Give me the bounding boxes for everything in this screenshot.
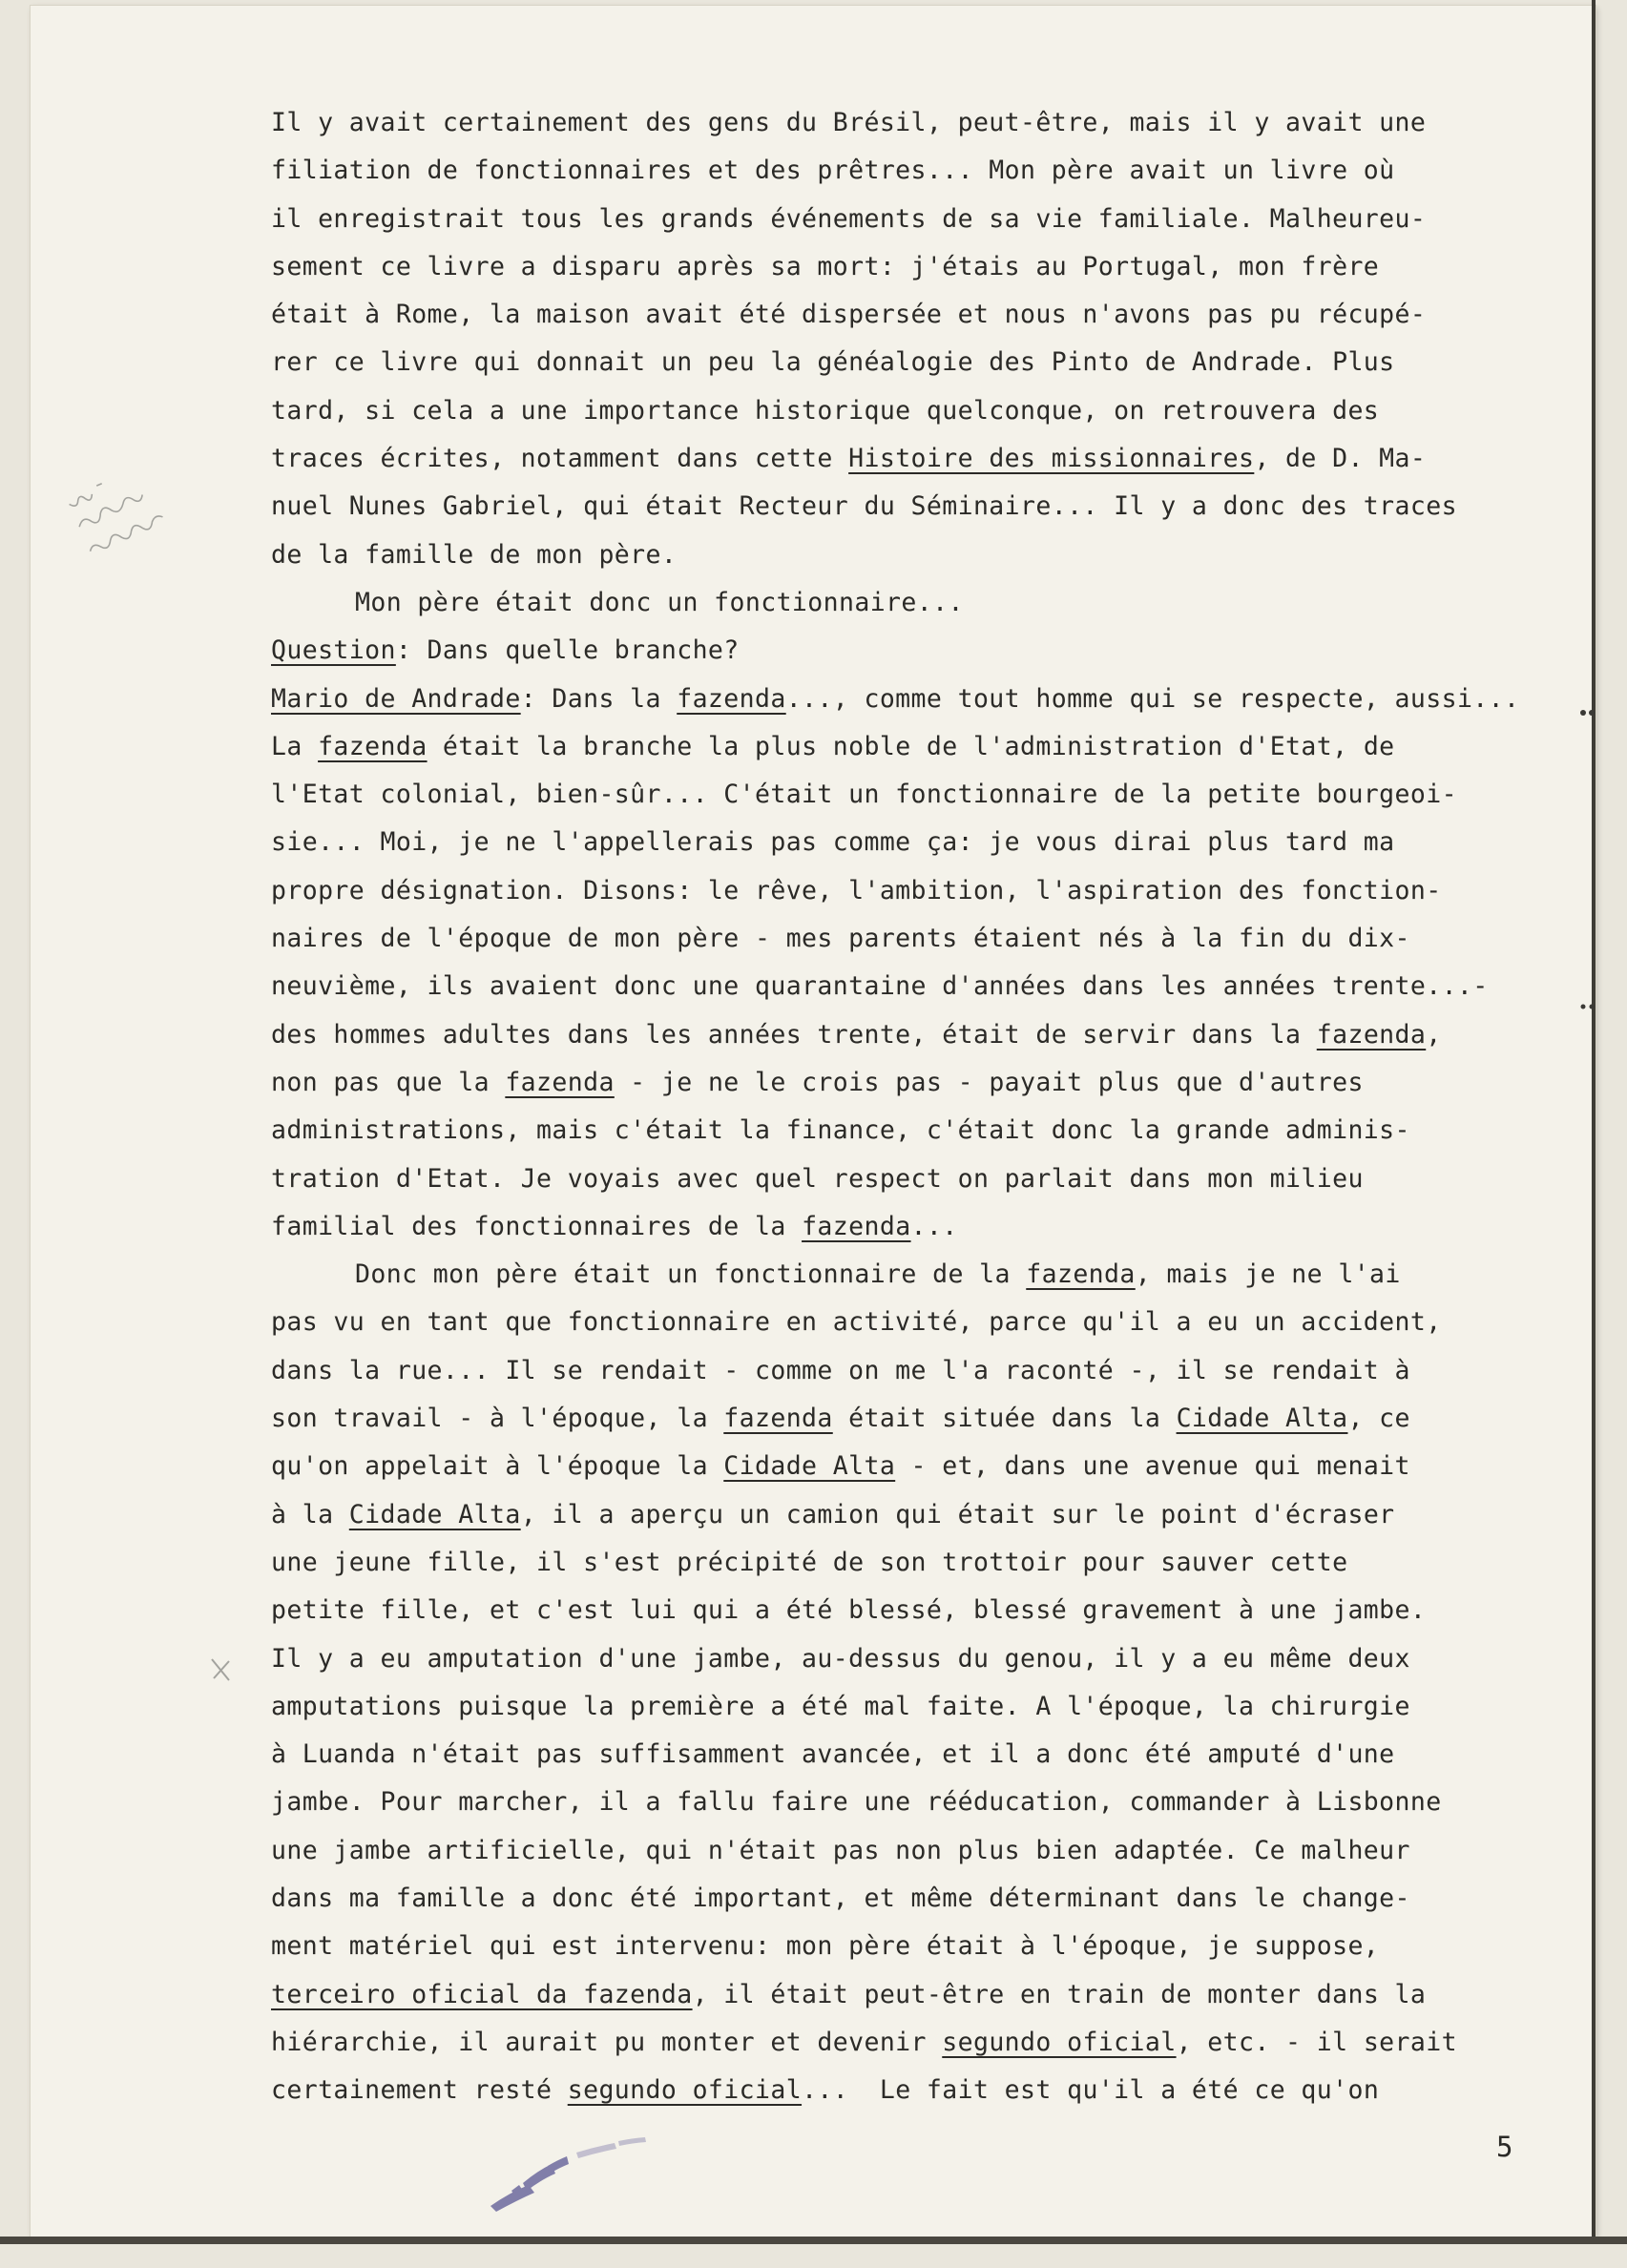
text-segment: tration d'Etat. Je voyais avec quel respect on parlait dans mon milieu	[271, 1163, 1364, 1194]
text-line	[271, 1635, 1569, 1683]
text-segment: l'Etat colonial, bien-sûr... C'était un fonctionnaire de la petite bourgeoi-	[271, 780, 1457, 810]
text-line	[271, 1731, 1569, 1779]
text-segment: , etc. - il serait	[1176, 2027, 1457, 2057]
text-segment: à Luanda n'était pas suffisamment avancée, et il a donc été amputé d'une	[271, 1739, 1395, 1770]
underlined-term: Cidade Alta	[723, 1451, 896, 1482]
edge-ink-dots	[1578, 706, 1599, 719]
text-line	[271, 1971, 1569, 2019]
text-line	[271, 1395, 1569, 1443]
archive-stamp-mark	[485, 2120, 666, 2216]
text-line	[271, 1011, 1569, 1059]
underlined-term: terceiro oficial da fazenda	[271, 1979, 693, 2009]
text-segment: : Dans quelle branche?	[395, 635, 740, 666]
text-segment: traces écrites, notamment dans cette	[271, 444, 849, 474]
edge-ink-dots	[1578, 1000, 1599, 1013]
text-segment: certainement resté	[271, 2075, 568, 2106]
underlined-term: fazenda	[1316, 1019, 1427, 1050]
text-line	[271, 579, 1569, 627]
text-line	[271, 867, 1569, 915]
underlined-term: Question	[271, 635, 396, 666]
text-line	[271, 1491, 1569, 1539]
text-line	[271, 963, 1569, 1010]
underlined-term: fazenda	[318, 731, 428, 761]
text-line	[271, 196, 1569, 243]
text-segment: , il était peut-être en train de monter dans la	[692, 1979, 1427, 2009]
text-line	[271, 1251, 1569, 1299]
text-segment: , mais je ne l'ai	[1135, 1259, 1401, 1290]
text-segment: des hommes adultes dans les années trente, était de servir dans la	[271, 1019, 1317, 1050]
text-line	[271, 2019, 1569, 2067]
text-segment: ..., comme tout homme qui se respecte, aussi...	[785, 683, 1520, 714]
text-segment: , ce	[1347, 1404, 1410, 1434]
text-segment: amputations puisque la première a été mal faite. A l'époque, la chirurgie	[271, 1691, 1410, 1721]
text-segment: son travail - à l'époque, la	[271, 1404, 724, 1434]
text-segment: pas vu en tant que fonctionnaire en activité, parce qu'il a eu un accident,	[271, 1307, 1442, 1338]
text-line	[271, 387, 1569, 435]
typed-text-body	[271, 99, 1569, 2114]
text-segment: sement ce livre a disparu après sa mort: j'étais au Portugal, mon frère	[271, 251, 1380, 281]
text-segment: Donc mon père était un fonctionnaire de la	[355, 1259, 1027, 1290]
underlined-term: fazenda	[1026, 1259, 1136, 1290]
underlined-term: Histoire des missionnaires	[848, 444, 1255, 474]
text-segment: La	[271, 731, 319, 761]
text-segment: - et, dans une avenue qui menait	[895, 1451, 1410, 1482]
underlined-term: fazenda	[505, 1067, 615, 1097]
text-segment: dans la rue... Il se rendait - comme on me l'a raconté -, il se rendait à	[271, 1355, 1410, 1385]
text-segment: une jambe artificielle, qui n'était pas non plus bien adaptée. Ce malheur	[271, 1835, 1410, 1865]
text-line	[271, 1443, 1569, 1490]
text-segment: familial des fonctionnaires de la	[271, 1211, 803, 1241]
text-segment: était située dans la	[832, 1404, 1177, 1434]
text-line	[271, 1539, 1569, 1587]
text-line	[271, 915, 1569, 963]
text-line	[271, 1587, 1569, 1634]
text-segment: dans ma famille a donc été important, et même déterminant dans le change-	[271, 1883, 1410, 1913]
text-line	[271, 1155, 1569, 1203]
text-segment: Mon père était donc un fonctionnaire...	[355, 587, 964, 617]
text-segment: Il y a eu amputation d'une jambe, au-dessus du genou, il y a eu même deux	[271, 1643, 1410, 1674]
underlined-term: Cidade Alta	[1176, 1404, 1348, 1434]
text-line	[271, 339, 1569, 386]
text-segment: administrations, mais c'était la finance, c'était donc la grande adminis-	[271, 1115, 1410, 1146]
underlined-term: Cidade Alta	[348, 1499, 521, 1529]
page-bottom-edge	[0, 2237, 1627, 2244]
text-segment: était la branche la plus noble de l'administration d'Etat, de	[427, 731, 1395, 761]
text-line	[271, 1347, 1569, 1395]
pencil-cross-mark	[208, 1655, 235, 1684]
text-segment: de la famille de mon père.	[271, 539, 678, 570]
text-line	[271, 1107, 1569, 1155]
text-line	[271, 2067, 1569, 2114]
text-line	[271, 291, 1569, 339]
text-segment: hiérarchie, il aurait pu monter et devenir	[271, 2027, 943, 2057]
text-line	[271, 1779, 1569, 1826]
text-line	[271, 435, 1569, 483]
underlined-term: fazenda	[802, 1211, 911, 1241]
text-segment: ment matériel qui est intervenu: mon père était à l'époque, je suppose,	[271, 1931, 1380, 1962]
text-segment: était à Rome, la maison avait été dispersée et nous n'avons pas pu récupé-	[271, 300, 1427, 330]
text-line	[271, 1875, 1569, 1923]
text-segment: , il a aperçu un camion qui était sur le point d'écraser	[520, 1499, 1395, 1529]
text-segment: rer ce livre qui donnait un peu la généalogie des Pinto de Andrade. Plus	[271, 347, 1395, 378]
underlined-term: Mario de Andrade	[271, 683, 521, 714]
text-line	[271, 243, 1569, 291]
text-segment: Il y avait certainement des gens du Brésil, peut-être, mais il y avait une	[271, 108, 1427, 137]
text-segment: naires de l'époque de mon père - mes parents étaient nés à la fin du dix-	[271, 924, 1410, 954]
text-segment: propre désignation. Disons: le rêve, l'ambition, l'aspiration des fonction-	[271, 875, 1442, 905]
text-line	[271, 1203, 1569, 1251]
text-segment: il enregistrait tous les grands événements de sa vie familiale. Malheureu-	[271, 203, 1427, 234]
text-segment: , de D. Ma-	[1254, 444, 1427, 474]
page-number: 5	[1496, 2131, 1513, 2163]
text-segment: : Dans la	[520, 683, 678, 714]
text-segment: filiation de fonctionnaires et des prêtres... Mon père avait un livre où	[271, 156, 1395, 186]
text-segment: nuel Nunes Gabriel, qui était Recteur du Séminaire... Il y a donc des traces	[271, 491, 1457, 522]
text-line	[271, 676, 1569, 723]
text-segment: qu'on appelait à l'époque la	[271, 1451, 724, 1482]
text-line	[271, 99, 1569, 147]
text-segment: neuvième, ils avaient donc une quarantaine d'années dans les années trente...-	[271, 971, 1489, 1002]
text-segment: à la	[271, 1499, 349, 1529]
underlined-term: segundo oficial	[567, 2075, 803, 2106]
text-segment: ,	[1426, 1019, 1442, 1050]
text-line	[271, 531, 1569, 579]
text-line	[271, 1923, 1569, 1970]
text-line	[271, 771, 1569, 819]
text-segment: petite fille, et c'est lui qui a été blessé, blessé gravement à une jambe.	[271, 1595, 1427, 1626]
text-line	[271, 627, 1569, 675]
underlined-term: segundo oficial	[942, 2027, 1177, 2057]
text-segment: ...	[910, 1211, 958, 1241]
text-line	[271, 819, 1569, 866]
text-segment: ... Le fait est qu'il a été ce qu'on	[802, 2075, 1380, 2106]
text-segment: jambe. Pour marcher, il a fallu faire une rééducation, commander à Lisbonne	[271, 1787, 1442, 1818]
text-line	[271, 723, 1569, 771]
text-line	[271, 1059, 1569, 1107]
text-line	[271, 1683, 1569, 1731]
text-segment: - je ne le crois pas - payait plus que d'autres	[614, 1067, 1364, 1097]
text-line	[271, 1827, 1569, 1875]
text-line	[271, 147, 1569, 195]
text-segment: tard, si cela a une importance historique quelconque, on retrouvera des	[271, 395, 1380, 426]
text-line	[271, 483, 1569, 531]
text-segment: non pas que la	[271, 1067, 506, 1097]
underlined-term: fazenda	[677, 683, 786, 714]
page-edge-shadow	[1592, 0, 1596, 2238]
underlined-term: fazenda	[723, 1404, 833, 1434]
text-line	[271, 1299, 1569, 1346]
text-segment: une jeune fille, il s'est précipité de son trottoir pour sauver cette	[271, 1547, 1348, 1577]
text-segment: sie... Moi, je ne l'appellerais pas comme ça: je vous dirai plus tard ma	[271, 827, 1395, 858]
